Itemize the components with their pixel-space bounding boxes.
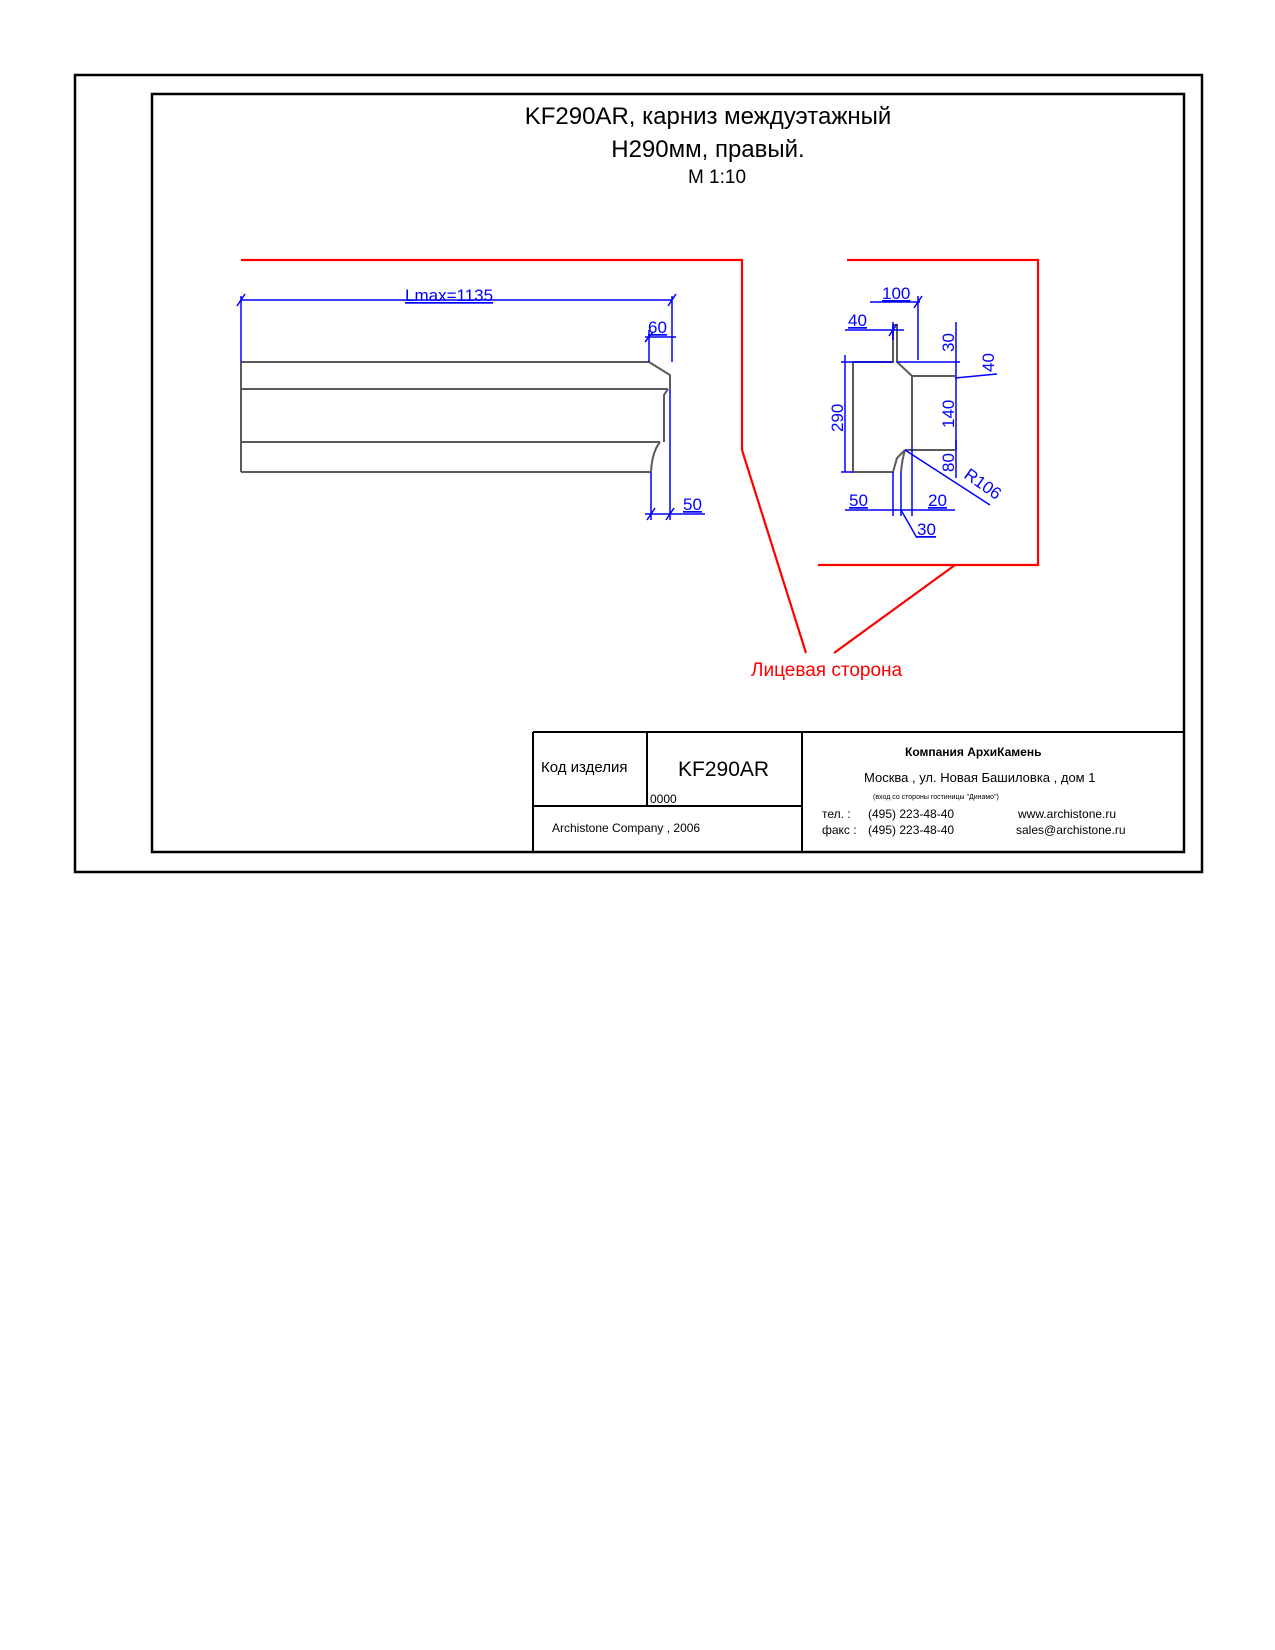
dim-40-top-label: 40 (848, 311, 867, 330)
dim-40-side-label: 40 (979, 353, 998, 372)
tb-code-value: KF290AR (678, 758, 770, 781)
section-view (818, 260, 1038, 565)
tb-copyright: Archistone Company , 2006 (552, 821, 701, 835)
tb-address-note: (вход со стороны гостиницы "Динамо") (873, 794, 999, 801)
tb-website: www.archistone.ru (1018, 807, 1117, 821)
dim-140-label: 140 (939, 399, 958, 428)
face-leader-left (742, 450, 806, 653)
dim-lmax-label: Lmax=1135 (405, 286, 494, 305)
tb-tel-label: тел. : (822, 807, 851, 821)
dim-bottom-30-label: 30 (917, 520, 936, 539)
front-end-profile (649, 362, 670, 472)
tb-code-sub: 0000 (650, 792, 677, 806)
drawing-title-line2: H290мм, правый. (611, 136, 805, 163)
dim-30-vert-label: 30 (939, 333, 958, 352)
tb-address: Москва , ул. Новая Башиловка , дом 1 (864, 770, 1096, 785)
dim-r106-label: R106 (960, 464, 1005, 504)
face-side-label: Лицевая сторона (751, 660, 903, 681)
dim-60-label: 60 (648, 318, 667, 337)
title-block (533, 732, 1184, 852)
front-view (237, 260, 742, 520)
dim-80-label: 80 (939, 453, 958, 472)
tb-code-label: Код изделия (541, 759, 628, 776)
dim-50-label: 50 (683, 495, 702, 514)
tb-fax: (495) 223-48-40 (868, 823, 955, 837)
tb-company: Компания АрхиКамень (905, 745, 1042, 759)
drawing-title-line1: KF290AR, карниз междуэтажный (524, 103, 892, 130)
dim-bottom-50-label: 50 (849, 491, 868, 510)
dim-bottom-20-label: 20 (928, 491, 947, 510)
tb-tel: (495) 223-48-40 (868, 807, 955, 821)
tb-fax-label: факс : (822, 823, 857, 837)
dim-bottom-30-leader (901, 510, 917, 538)
drawing-scale: М 1:10 (687, 167, 747, 188)
face-leader-right (834, 565, 955, 653)
tb-email: sales@archistone.ru (1016, 823, 1126, 837)
dim-290-label: 290 (828, 403, 847, 432)
dim-40-side-line (955, 374, 997, 378)
dim-100-label: 100 (882, 284, 911, 303)
